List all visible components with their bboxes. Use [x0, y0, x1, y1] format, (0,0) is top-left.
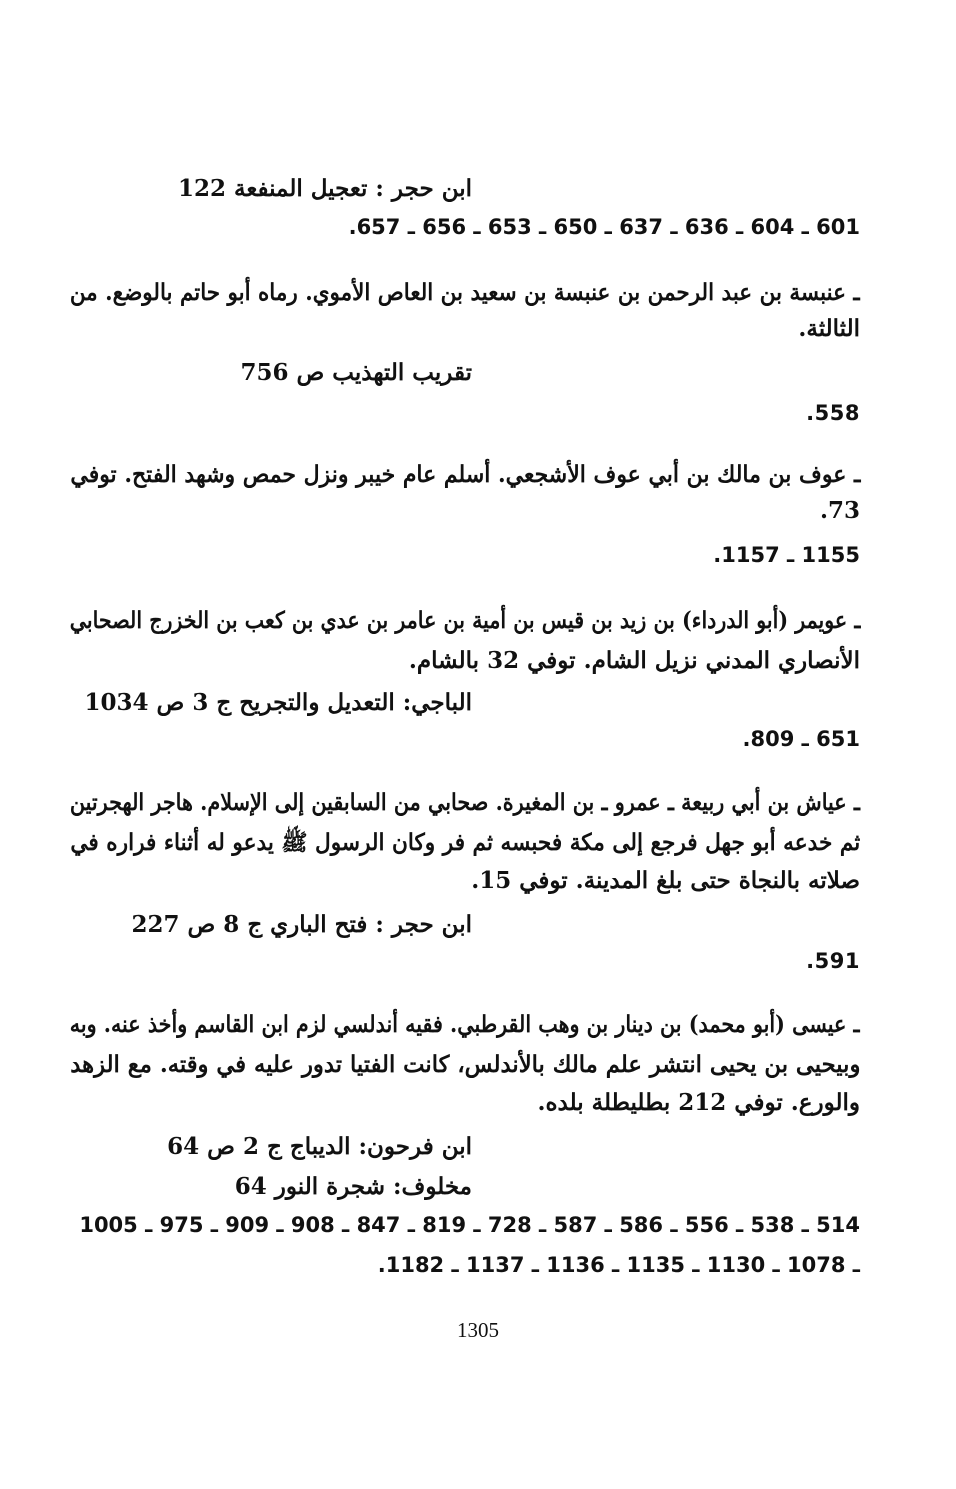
page-references: 558. — [806, 401, 860, 425]
source-citation: تقريب التهذيب ص 756 — [240, 359, 472, 386]
source-citation: ابن حجر : فتح الباري ج 8 ص 227 — [131, 911, 472, 938]
entry-ayyash-line-3: صلاته بالنجاة حتى بلغ المدينة. توفي 15. — [471, 867, 860, 894]
entry-awf-line-2: 73. — [819, 497, 860, 524]
source-citation: ابن حجر : تعجيل المنفعة 122 — [178, 175, 472, 202]
entry-anbasa-line-1: ـ عنبسة بن عبد الرحمن بن عنبسة بن سعيد بن العاص الأموي. رماه أبو حاتم بالوضع. من — [70, 279, 860, 306]
page-references: 651 ـ 809. — [742, 727, 860, 751]
page-references: 1155 ـ 1157. — [713, 543, 860, 567]
entry-ayyash-line-2: ثم خدعه أبو جهل فرجع إلى مكة فحبسه ثم فر وكان الرسول ﷺ يدعو له أثناء فراره في — [70, 829, 860, 856]
entry-awf-line-1: ـ عوف بن مالك بن أبي عوف الأشجعي. أسلم عام خيبر ونزل حمص وشهد الفتح. توفي — [69, 461, 860, 488]
page-references: 591. — [806, 949, 860, 973]
entry-ayyash-line-1: ـ عياش بن أبي ربيعة ـ عمرو ـ بن المغيرة. صحابي من السابقين إلى الإسلام. هاجر الهجرتين — [69, 789, 860, 816]
entry-isa-line-1: ـ عيسى (أبو محمد) بن دينار بن وهب القرطبي. فقيه أندلسي لزم ابن القاسم وأخذ عنه. وبه — [70, 1011, 860, 1038]
source-citation: ابن فرحون: الديباج ج 2 ص 64 — [167, 1133, 472, 1160]
entry-isa-line-3: والورع. توفي 212 بطليطلة بلده. — [537, 1089, 860, 1116]
source-citation: الباجي: التعديل والتجريح ج 3 ص 1034 — [84, 689, 472, 716]
source-citation: مخلوف: شجرة النور 64 — [234, 1173, 472, 1200]
page-number: 1305 — [457, 1318, 499, 1342]
entry-anbasa-line-2: الثالثة. — [798, 315, 860, 342]
page-references: ـ 1078 ـ 1130 ـ 1135 ـ 1136 ـ 1137 ـ 1182. — [377, 1253, 860, 1277]
entry-uwaymir-line-1: ـ عويمر (أبو الدرداء) بن زيد بن قيس بن أمية بن عامر بن عدي بن كعب بن الخزرج الصحابي — [69, 607, 860, 634]
entry-uwaymir-line-2: الأنصاري المدني نزيل الشام. توفي 32 بالشام. — [408, 647, 860, 674]
page-references: 601 ـ 604 ـ 636 ـ 637 ـ 650 ـ 653 ـ 656 ـ 657. — [348, 215, 860, 239]
page-references: 514 ـ 538 ـ 556 ـ 586 ـ 587 ـ 728 ـ 819 ـ 847 ـ 908 ـ 909 ـ 975 ـ 1005 — [79, 1213, 860, 1237]
entry-isa-line-2: وبيحيى بن يحيى انتشر علم مالك بالأندلس، كانت الفتيا تدور عليه في وقته. مع الزهد — [69, 1051, 860, 1078]
